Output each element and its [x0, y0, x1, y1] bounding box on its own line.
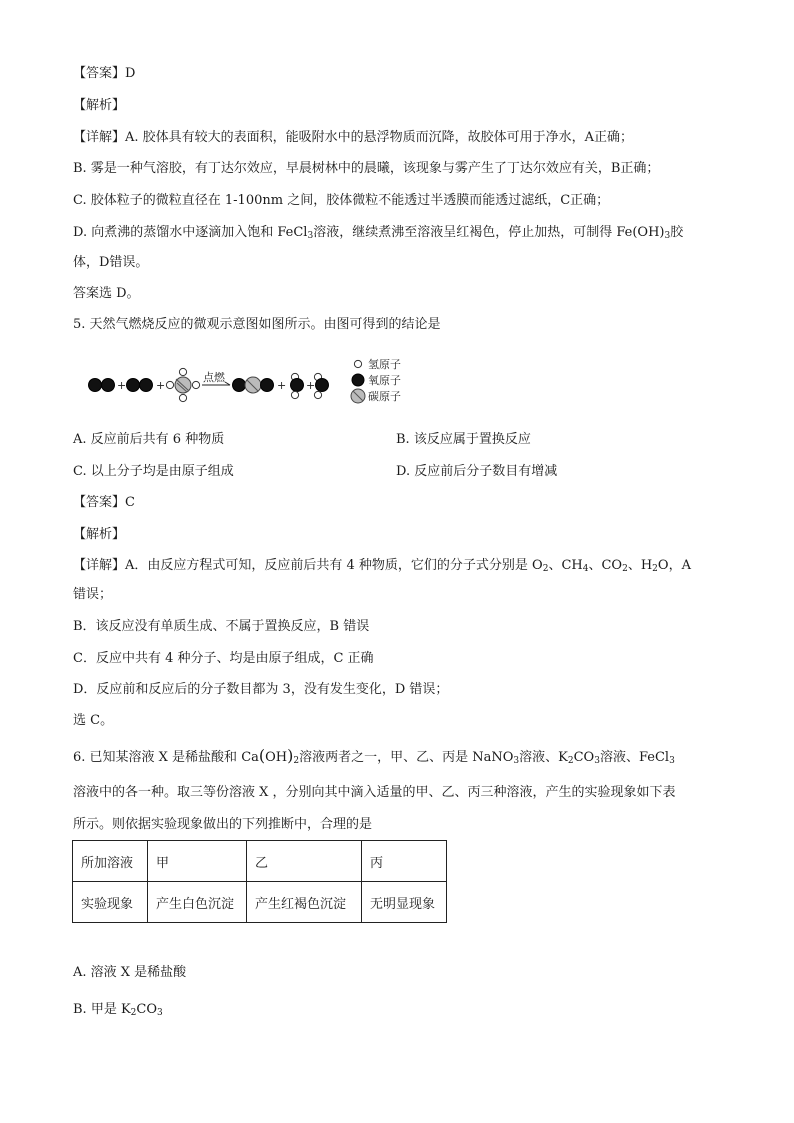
legend-oxygen-swatch [352, 374, 364, 386]
plus-sign: + [306, 379, 316, 392]
carbon-atom [245, 377, 261, 393]
q4-detail-a: 【详解】A. 胶体具有较大的表面积，能吸附水中的悬浮物质而沉降，故胶体可用于净水，A正确； [73, 130, 634, 145]
q5-option-b: B. 该反应属于置换反应 [396, 432, 531, 447]
reaction-condition: 点燃 [203, 371, 225, 384]
q6-stem-line3: 所示。则依据实验现象做出的下列推断中，合理的是 [73, 817, 373, 832]
q6-option-b [73, 1000, 163, 1020]
q6-stem-part: CO [573, 750, 595, 765]
hydrogen-atom [192, 381, 199, 388]
q6-stem-line2: 溶液中的各一种。取三等份溶液 X ，分别向其中滴入适量的甲、乙、丙三种溶液，产生的实验现象如下表 [73, 785, 676, 800]
q4-d-part: D. 向煮沸的蒸馏水中逐滴加入饱和 FeCl [73, 225, 308, 240]
table-cell: 无明显现象 [362, 882, 447, 923]
table-row [73, 882, 447, 923]
oxygen-atom [127, 379, 140, 392]
q5-detail-c: C．反应中共有 4 种分子、均是由原子组成，C 正确 [73, 651, 374, 666]
reaction-diagram [85, 355, 425, 407]
q6-stem-part: OH [265, 750, 288, 765]
q5-a-sub: 2 [622, 564, 628, 574]
q5-detail-b: B．该反应没有单质生成、不属于置换反应，B 错误 [73, 619, 370, 634]
q4-analysis: 【解析】 [73, 98, 126, 113]
table-cell: 所加溶液 [73, 841, 148, 882]
q5-detail-a-cont: 错误； [73, 587, 113, 602]
oxygen-atom [140, 379, 153, 392]
q6-stem-sub: 2 [567, 756, 574, 766]
q4-conclusion: 答案选 D。 [73, 286, 140, 301]
q6-stem-part: 6. 已知某溶液 X 是稀盐酸和 Ca [73, 750, 259, 765]
oxygen-atom [102, 379, 115, 392]
q5-a-sub: 4 [582, 564, 589, 574]
table-cell: 实验现象 [73, 882, 148, 923]
plus-sign: + [156, 379, 166, 392]
q5-option-d: D. 反应前后分子数目有增减 [396, 464, 558, 479]
q4-detail-b: B. 雾是一种气溶胶，有丁达尔效应，早晨树林中的晨曦，该现象与雾产生了丁达尔效应有关，B正确； [73, 161, 660, 176]
q6-stem-sub: 2 [293, 756, 300, 766]
paren-open: ( [258, 746, 266, 765]
q4-d-sub: 3 [307, 231, 314, 241]
legend-hydrogen-swatch [354, 360, 361, 367]
q6-stem-sub: 3 [669, 756, 675, 766]
hydrogen-atom [166, 381, 173, 388]
q5-a-part: 、H [627, 558, 653, 573]
q5-analysis: 【解析】 [73, 527, 126, 542]
q5-a-part: 、CH [548, 558, 583, 573]
q6-stem-sub: 3 [594, 756, 600, 766]
q4-detail-c: C. 胶体粒子的微粒直径在 1-100nm 之间，胶体微粒不能透过半透膜而能透过滤纸，C正确； [73, 193, 610, 208]
q4-d-sub: 3 [664, 231, 671, 241]
q5-conclusion: 选 C。 [73, 713, 114, 728]
q5-a-sub: 2 [542, 564, 549, 574]
legend-oxygen: 氧原子 [368, 374, 401, 387]
q6-stem-part: 溶液两者之一，甲、乙、丙是 NaNO [299, 750, 514, 765]
q4-d-part: 溶液，继续煮沸至溶液呈红褐色，停止加热，可制得 Fe(OH) [313, 225, 665, 240]
q6-b-part: CO [136, 1002, 158, 1017]
plus-sign: + [277, 379, 287, 392]
q5-answer: 【答案】C [73, 495, 135, 510]
q4-d-part: 胶 [670, 225, 684, 240]
table-cell: 产生白色沉淀 [148, 882, 247, 923]
table-cell: 产生红褐色沉淀 [247, 882, 362, 923]
legend-carbon: 碳原子 [368, 390, 401, 403]
q5-stem: 5. 天然气燃烧反应的微观示意图如图所示。由图可得到的结论是 [73, 317, 441, 332]
q5-option-a: A. 反应前后共有 6 种物质 [73, 432, 225, 447]
q5-detail-d: D．反应前和反应后的分子数目都为 3，没有发生变化，D 错误； [73, 682, 449, 697]
paren-close: ) [287, 746, 294, 765]
q5-a-part: 、CO [588, 558, 623, 573]
q5-a-sub: 2 [652, 564, 658, 574]
q6-stem-part: 溶液、K [519, 750, 568, 765]
q5-option-c: C. 以上分子均是由原子组成 [73, 464, 234, 479]
table-row [73, 841, 447, 882]
q6-stem-sub: 3 [513, 756, 520, 766]
hydrogen-atom [179, 368, 186, 375]
table-cell: 甲 [148, 841, 247, 882]
hydrogen-atom [291, 391, 298, 398]
q6-b-sub: 2 [130, 1008, 137, 1018]
oxygen-atom [233, 379, 246, 392]
q5-a-part: O，A [657, 558, 691, 573]
q5-detail-a [73, 556, 691, 576]
table-cell: 乙 [247, 841, 362, 882]
q6-option-a: A. 溶液 X 是稀盐酸 [73, 965, 187, 980]
oxygen-atom [261, 379, 274, 392]
q4-answer: 【答案】D [73, 66, 136, 81]
oxygen-atom [89, 379, 102, 392]
hydrogen-atom [314, 391, 321, 398]
legend-hydrogen: 氢原子 [368, 358, 401, 371]
hydrogen-atom [179, 394, 186, 401]
q4-detail-d-line1 [73, 223, 683, 243]
q4-detail-d-line2: 体，D错误。 [73, 255, 149, 270]
q6-stem-part: 溶液、FeCl [599, 750, 670, 765]
q6-b-part: B. 甲是 K [73, 1002, 131, 1017]
oxygen-atom [291, 379, 304, 392]
table-cell: 丙 [362, 841, 447, 882]
q6-stem-line1 [73, 746, 675, 768]
plus-sign: + [117, 379, 127, 392]
q5-a-part: 【详解】A．由反应方程式可知，反应前后共有 4 种物质，它们的分子式分别是 O [73, 558, 543, 573]
oxygen-atom [316, 379, 329, 392]
experiment-table [72, 840, 447, 923]
q6-b-sub: 3 [157, 1008, 163, 1018]
